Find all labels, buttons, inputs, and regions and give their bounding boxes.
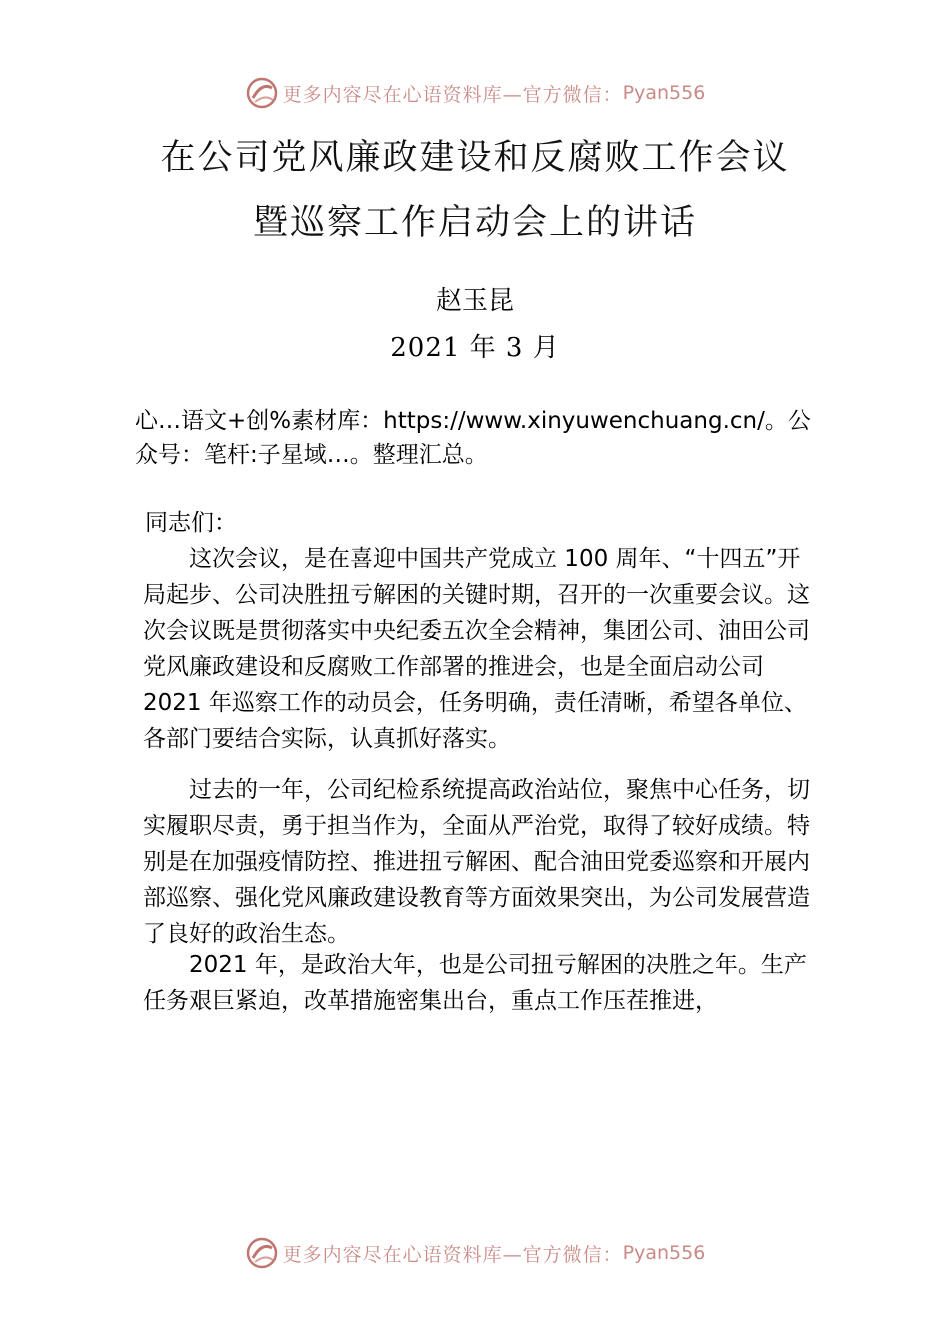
document-title-line-2: 暨巡察工作启动会上的讲话 [252,203,697,243]
author-name: 赵玉昆 [435,286,514,316]
document-title-line-1: 在公司党风廉政建设和反腐败工作会议 [160,138,790,178]
salutation: 同志们： [145,510,237,536]
banner-wechat-id: Pyan556 [622,82,706,104]
header-watermark-banner [0,73,950,113]
banner-text: 更多内容尽在心语资料库—官方微信： [282,1243,623,1266]
logo-icon [245,76,279,110]
source-note: 心…语文+创%素材库：https://www.xinyuwenchuang.cn/。公众号：笔杆:子星域…。整理汇总。 [135,408,811,468]
paragraph-3: 2021 年，是政治大年，也是公司扭亏解困的决胜之年。生产任务艰巨紧迫，改革措施密集出台，重点工作压茬推进， [143,952,807,1014]
logo-icon [245,1236,279,1270]
footer-watermark-banner [0,1233,950,1273]
paragraph-2: 过去的一年，公司纪检系统提高政治站位，聚焦中心任务，切实履职尽责，勇于担当作为，全面从严治党，取得了较好成绩。特别是在加强疫情防控、推进扭亏解困、配合油田党委巡察和开展内部巡察、强化党风廉政建设教育等方面效果突出，为公司发展营造了良好的政治生态。 [143,777,810,947]
document-date: 2021 年 3 月 [390,333,560,363]
banner-text: 更多内容尽在心语资料库—官方微信： [282,83,623,106]
paragraph-1: 这次会议，是在喜迎中国共产党成立 100 周年、“十四五”开局起步、公司决胜扭亏解困的关键时期，召开的一次重要会议。这次会议既是贯彻落实中央纪委五次全会精神，集团公司、油田公司党风廉政建设和反腐败工作部署的推进会，也是全面启动公司 2021 年巡察工作的动员会，任务明确，责任清晰，希望各单位、各部门要结合实际，认真抓好落实。 [143,546,810,752]
banner-wechat-id: Pyan556 [622,1242,706,1264]
